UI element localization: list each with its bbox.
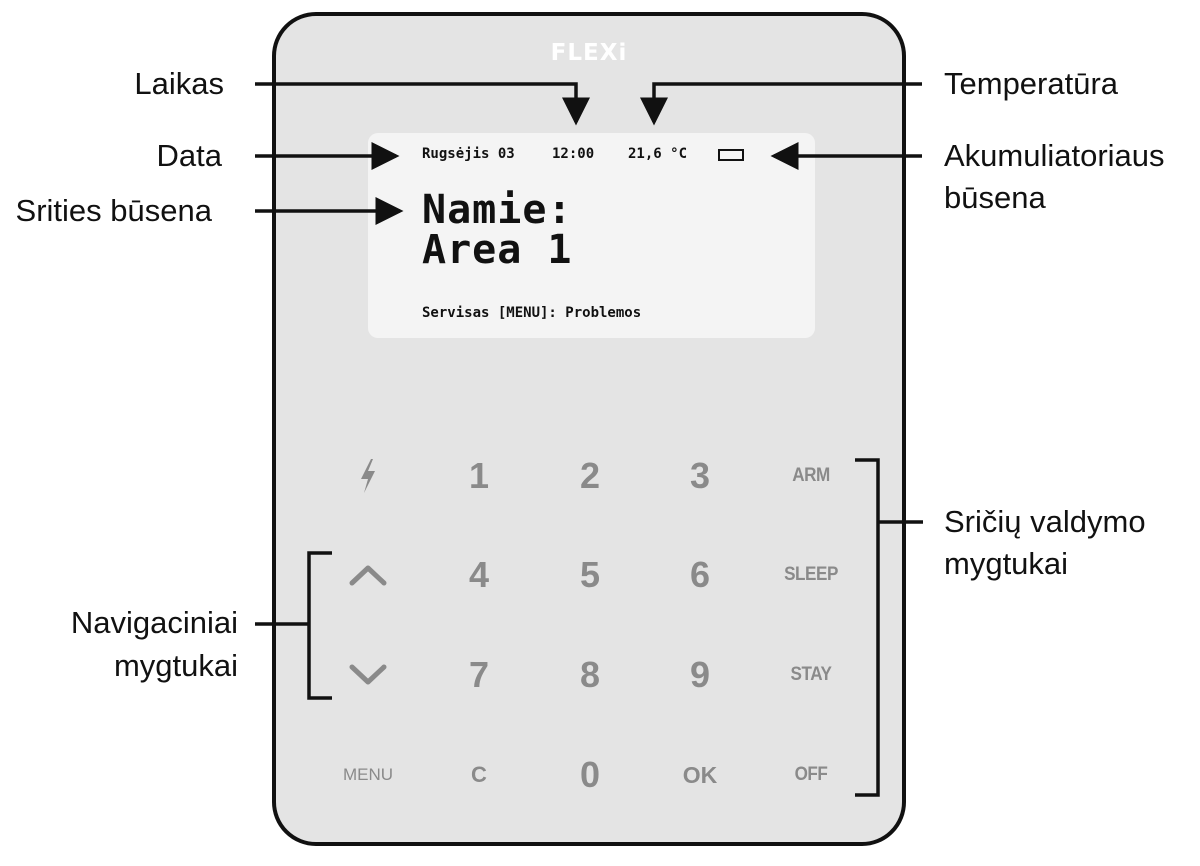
label-area-state: Srities būsena xyxy=(15,193,212,228)
key-9[interactable]: 9 xyxy=(689,654,711,695)
time-arrow xyxy=(255,84,576,122)
label-area-controls-line1: Sričių valdymo xyxy=(944,504,1146,539)
label-navigation-line2: mygtukai xyxy=(113,648,238,683)
screen-time: 12:00 xyxy=(552,146,595,162)
label-area-controls-line2: mygtukai xyxy=(944,546,1069,581)
sleep-key[interactable]: SLEEP xyxy=(784,564,838,585)
clear-key[interactable]: C xyxy=(471,762,487,787)
screen-temperature: 21,6 °C xyxy=(628,146,688,162)
area-controls-bracket xyxy=(855,460,923,795)
label-battery-line2: būsena xyxy=(944,180,1046,215)
brand-logo: FLEXi xyxy=(550,40,628,66)
key-8[interactable]: 8 xyxy=(579,654,601,695)
label-temperature: Temperatūra xyxy=(944,66,1119,101)
label-navigation-line1: Navigaciniai xyxy=(70,605,238,640)
key-2[interactable]: 2 xyxy=(579,455,601,496)
key-6[interactable]: 6 xyxy=(689,554,711,595)
screen-date: Rugsėjis 03 xyxy=(422,146,515,162)
screen-service-line: Servisas [MENU]: Problemos xyxy=(422,305,642,321)
key-5[interactable]: 5 xyxy=(579,554,601,595)
screen-area-name: Area 1 xyxy=(422,227,573,273)
key-3[interactable]: 3 xyxy=(689,455,711,496)
key-7[interactable]: 7 xyxy=(468,654,490,695)
stay-key[interactable]: STAY xyxy=(790,664,832,685)
label-date: Data xyxy=(156,138,222,173)
label-time: Laikas xyxy=(134,66,224,101)
menu-key[interactable]: MENU xyxy=(342,765,394,784)
off-key[interactable]: OFF xyxy=(794,764,828,785)
key-1[interactable]: 1 xyxy=(468,455,490,496)
key-4[interactable]: 4 xyxy=(468,554,490,595)
label-battery-line1: Akumuliatoriaus xyxy=(944,138,1165,173)
key-0[interactable]: 0 xyxy=(579,754,601,795)
screen-area-status: Namie: xyxy=(422,187,573,233)
temperature-arrow xyxy=(654,84,922,122)
ok-key[interactable]: OK xyxy=(682,761,718,788)
arm-key[interactable]: ARM xyxy=(792,465,830,486)
navigation-bracket xyxy=(255,553,332,698)
